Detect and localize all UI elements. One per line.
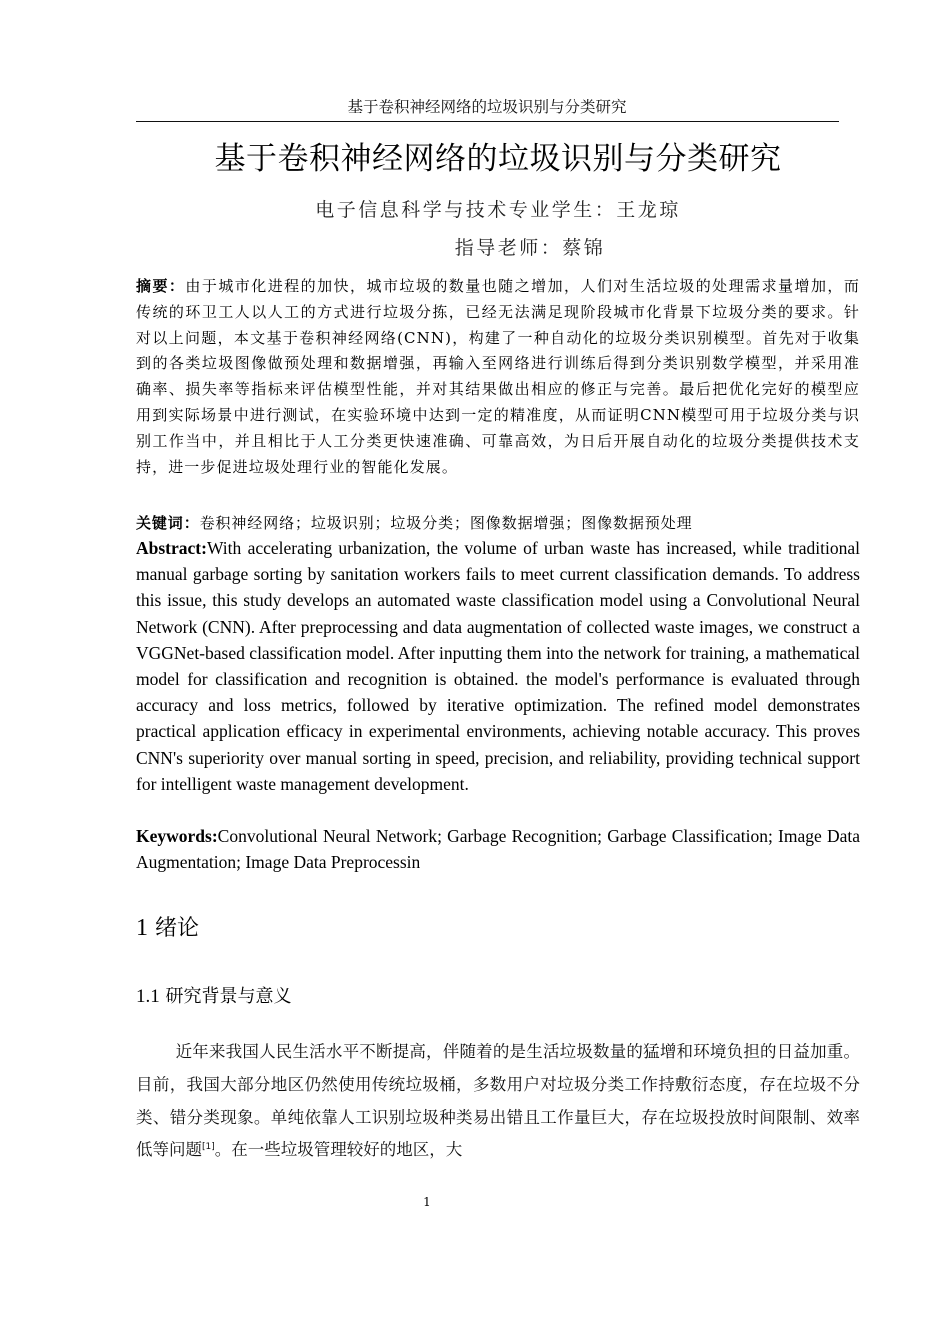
subsection-title: 研究背景与意义	[165, 986, 292, 1007]
chinese-keywords	[136, 511, 860, 536]
chinese-keywords-text: 卷积神经网络；垃圾识别；垃圾分类；图像数据增强；图像数据预处理	[199, 514, 693, 532]
english-keywords-label: Keywords:	[136, 826, 218, 846]
section-title: 绪论	[155, 916, 200, 941]
paragraph-text-continued: 。在一些垃圾管理较好的地区，大	[214, 1140, 463, 1160]
paragraph-text: 近年来我国人民生活水平不断提高，伴随着的是生活垃圾数量的猛增和环境负担的日益加重。目前，我国大部分地区仍然使用传统垃圾桶，多数用户对垃圾分类工作持敷衍态度，存在垃圾不分类、错分类现象。单纯依靠人工识别垃圾种类易出错且工作量巨大，存在垃圾投放时间限制、效率低等问题	[136, 1042, 860, 1160]
body-paragraph	[136, 1036, 860, 1167]
header-rule	[136, 121, 839, 122]
subsection-number: 1.1	[136, 986, 160, 1007]
page-number: 1	[423, 1195, 431, 1209]
section-number: 1	[136, 915, 148, 941]
english-abstract-text: With accelerating urbanization, the volume of urban waste has increased, while traditional manual garbage sorting by sanitation workers fails to meet current classification demands. To address this issue, this study develops an automated waste classification model using a Convolutional Neural Network (CNN). After preprocessing and data augmentation of collected waste images, we construct a VGGNet-based classification model. After inputting them into the network for training, a mathematical model for classification and recognition is obtained. the model's performance is evaluated through accuracy and loss metrics, followed by iterative optimization. The refined model demonstrates practical application efficacy in experimental environments, achieving notable accuracy. This proves CNN's superiority over manual sorting in speed, precision, and reliability, providing technical support for intelligent waste management development.	[136, 538, 860, 794]
author-line: 电子信息科学与技术专业学生：王龙琼	[315, 199, 681, 221]
english-abstract	[136, 535, 860, 797]
english-keywords-text: Convolutional Neural Network; Garbage Recognition; Garbage Classification; Image Data Augmentation; Image Data Preprocessin	[136, 826, 860, 873]
advisor-line: 指导老师：蔡锦	[454, 237, 606, 259]
citation-link[interactable]: [1]	[202, 1142, 215, 1153]
chinese-abstract-text: 由于城市化进程的加快，城市垃圾的数量也随之增加，人们对生活垃圾的处理需求量增加，而传统的环卫工人以人工的方式进行垃圾分拣，已经无法满足现阶段城市化背景下垃圾分类的要求。针对以上问题，本文基于卷积神经网络(CNN)，构建了一种自动化的垃圾分类识别模型。首先对于收集到的各类垃圾图像做预处理和数据增强，再输入至网络进行训练后得到分类识别数学模型，并采用准确率、损失率等指标来评估模型性能，并对其结果做出相应的修正与完善。最后把优化完好的模型应用到实际场景中进行测试，在实验环境中达到一定的精准度，从而证明CNN模型可用于垃圾分类与识别工作当中，并且相比于人工分类更快速准确、可靠高效，为日后开展自动化的垃圾分类提供技术支持，进一步促进垃圾处理行业的智能化发展。	[136, 277, 860, 476]
chinese-abstract	[136, 274, 860, 480]
section-heading-1	[136, 912, 199, 945]
english-keywords	[136, 823, 860, 875]
english-abstract-label: Abstract:	[136, 538, 207, 558]
chinese-abstract-label: 摘要：	[136, 277, 186, 295]
subsection-heading-1-1	[136, 983, 291, 1011]
chinese-keywords-label: 关键词：	[136, 514, 200, 532]
running-header: 基于卷积神经网络的垃圾识别与分类研究	[347, 98, 627, 116]
paper-title: 基于卷积神经网络的垃圾识别与分类研究	[214, 141, 782, 177]
